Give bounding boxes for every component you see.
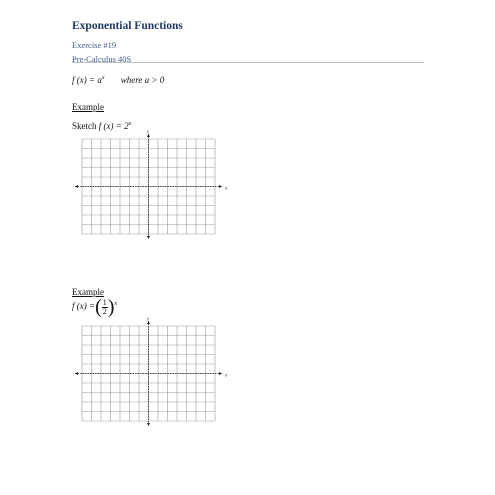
definition-function: f (x) = a [72, 75, 102, 85]
grid2-y-axis-label: y [147, 317, 150, 322]
example2-numerator: 1 [102, 297, 107, 307]
example1-function: f (x) = 2 [98, 121, 129, 131]
example1-heading: Example [72, 102, 104, 112]
grid1-y-axis-label: y [147, 130, 150, 135]
example1-coordinate-grid[interactable] [72, 130, 232, 245]
grid1-x-arrow [219, 185, 222, 188]
definition-line [72, 75, 164, 85]
grid1-x-arrow-left [75, 185, 78, 188]
example2-function: f (x) = [72, 301, 96, 312]
example2-denominator: 2 [102, 306, 107, 316]
grid1-x-axis-label: x [225, 186, 228, 192]
grid2-x-axis-label: x [225, 373, 228, 379]
header-divider [72, 62, 424, 63]
example2-heading: Example [72, 287, 104, 297]
grid2-y-arrow-down [147, 423, 150, 426]
grid2-x-arrow-left [75, 372, 78, 375]
definition-condition: where a > 0 [120, 75, 165, 85]
example1-sketch-word: Sketch [72, 121, 97, 131]
example1-prompt [72, 121, 131, 131]
grid2-x-arrow [219, 372, 222, 375]
definition-exponent: x [101, 75, 105, 81]
example2-right-paren: ) [107, 296, 115, 318]
exercise-number: Exercise #19 [72, 40, 117, 50]
example1-exponent: x [128, 121, 132, 127]
course-name: Pre-Calculus 40S [72, 54, 132, 64]
page-title: Exponential Functions [72, 20, 183, 32]
example2-coordinate-grid[interactable] [72, 317, 232, 432]
example2-exponent: x [114, 301, 118, 308]
example2-left-paren: ( [95, 296, 102, 318]
example2-function-line [72, 297, 117, 317]
grid1-y-arrow-down [147, 236, 150, 239]
